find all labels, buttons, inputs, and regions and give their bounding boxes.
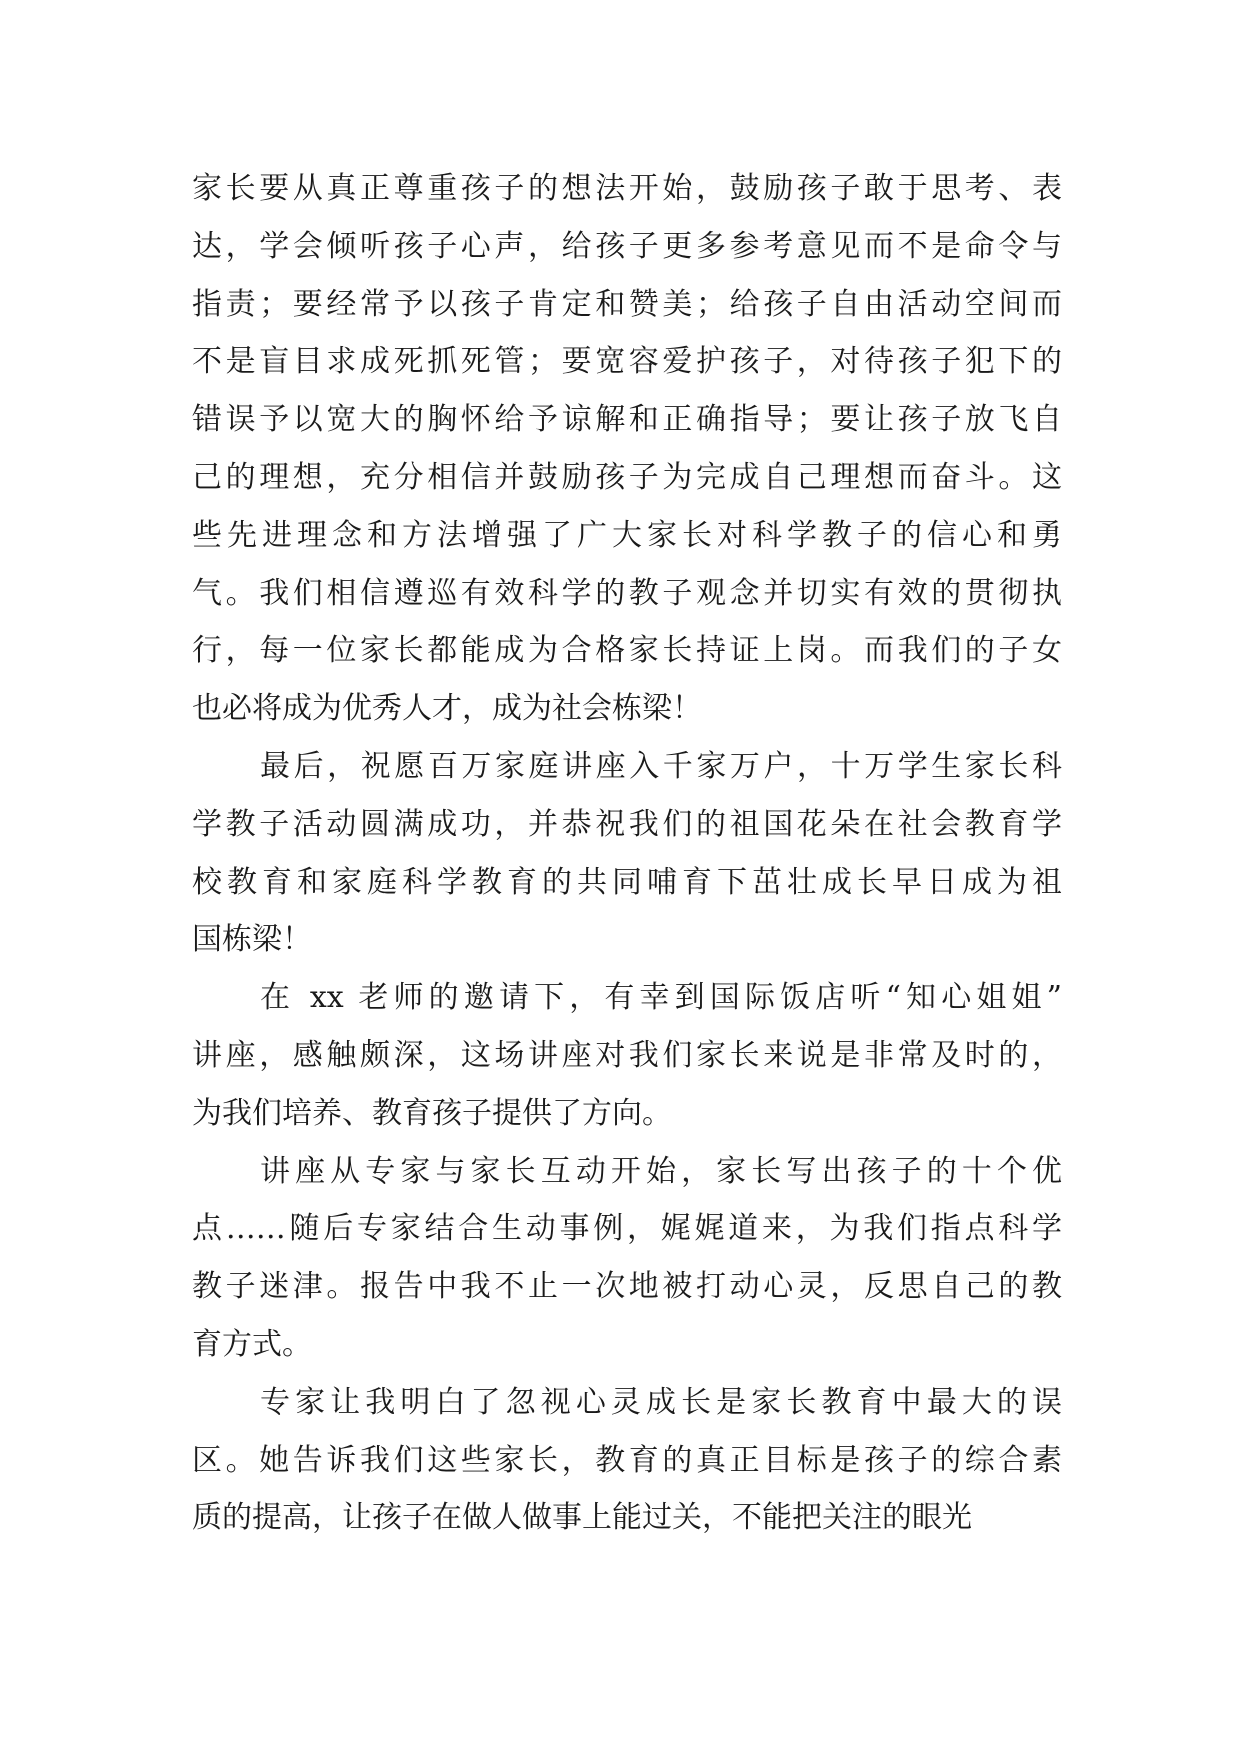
text-line: 己的理想，充分相信并鼓励孩子为完成自己理想而奋斗。这 bbox=[192, 459, 1062, 495]
text-line: 不是盲目求成死抓死管；要宽容爱护孩子，对待孩子犯下的 bbox=[192, 344, 1062, 380]
paragraph bbox=[192, 160, 1062, 738]
text-line: 区。她告诉我们这些家长，教育的真正目标是孩子的综合素 bbox=[192, 1442, 1062, 1478]
text-line: 学教子活动圆满成功，并恭祝我们的祖国花朵在社会教育学 bbox=[192, 806, 1062, 842]
text-line: 些先进理念和方法增强了广大家长对科学教子的信心和勇 bbox=[192, 517, 1062, 553]
text-line: 错误予以宽大的胸怀给予谅解和正确指导；要让孩子放飞自 bbox=[192, 402, 1062, 438]
text-line: 讲座从专家与家长互动开始，家长写出孩子的十个优 bbox=[260, 1153, 1062, 1189]
text-line: 教子迷津。报告中我不止一次地被打动心灵，反思自己的教 bbox=[192, 1269, 1062, 1305]
paragraph bbox=[192, 1143, 1062, 1374]
paragraph bbox=[192, 969, 1062, 1142]
text-line: 育方式。 bbox=[192, 1326, 312, 1362]
text-line: 校教育和家庭科学教育的共同哺育下茁壮成长早日成为祖 bbox=[192, 864, 1062, 900]
text-line: 家长要从真正尊重孩子的想法开始，鼓励孩子敢于思考、表 bbox=[192, 171, 1062, 206]
text-line: 讲座，感触颇深，这场讲座对我们家长来说是非常及时的， bbox=[192, 1037, 1062, 1073]
paragraph bbox=[192, 1374, 1062, 1547]
text-line: 指责；要经常予以孩子肯定和赞美；给孩子自由活动空间而 bbox=[192, 286, 1062, 322]
text-line: 在 xx 老师的邀请下，有幸到国际饭店听“知心姐姐” bbox=[260, 980, 1062, 1016]
text-line: 最后，祝愿百万家庭讲座入千家万户，十万学生家长科 bbox=[260, 748, 1062, 784]
text-line: 质的提高，让孩子在做人做事上能过关，不能把关注的眼光 bbox=[192, 1500, 972, 1536]
text-line: 达，学会倾听孩子心声，给孩子更多参考意见而不是命令与 bbox=[192, 228, 1062, 264]
text-line: 国栋梁！ bbox=[192, 922, 312, 958]
text-line: 气。我们相信遵巡有效科学的教子观念并切实有效的贯彻执 bbox=[192, 575, 1062, 611]
paragraph bbox=[192, 738, 1062, 969]
text-line: 点……随后专家结合生动事例，娓娓道来，为我们指点科学 bbox=[192, 1211, 1062, 1247]
text-line: 为我们培养、教育孩子提供了方向。 bbox=[192, 1095, 672, 1131]
text-line: 行，每一位家长都能成为合格家长持证上岗。而我们的子女 bbox=[192, 633, 1062, 669]
text-line: 也必将成为优秀人才，成为社会栋梁！ bbox=[192, 691, 702, 727]
text-line: 专家让我明白了忽视心灵成长是家长教育中最大的误 bbox=[260, 1384, 1062, 1420]
document-body bbox=[192, 160, 1062, 1547]
